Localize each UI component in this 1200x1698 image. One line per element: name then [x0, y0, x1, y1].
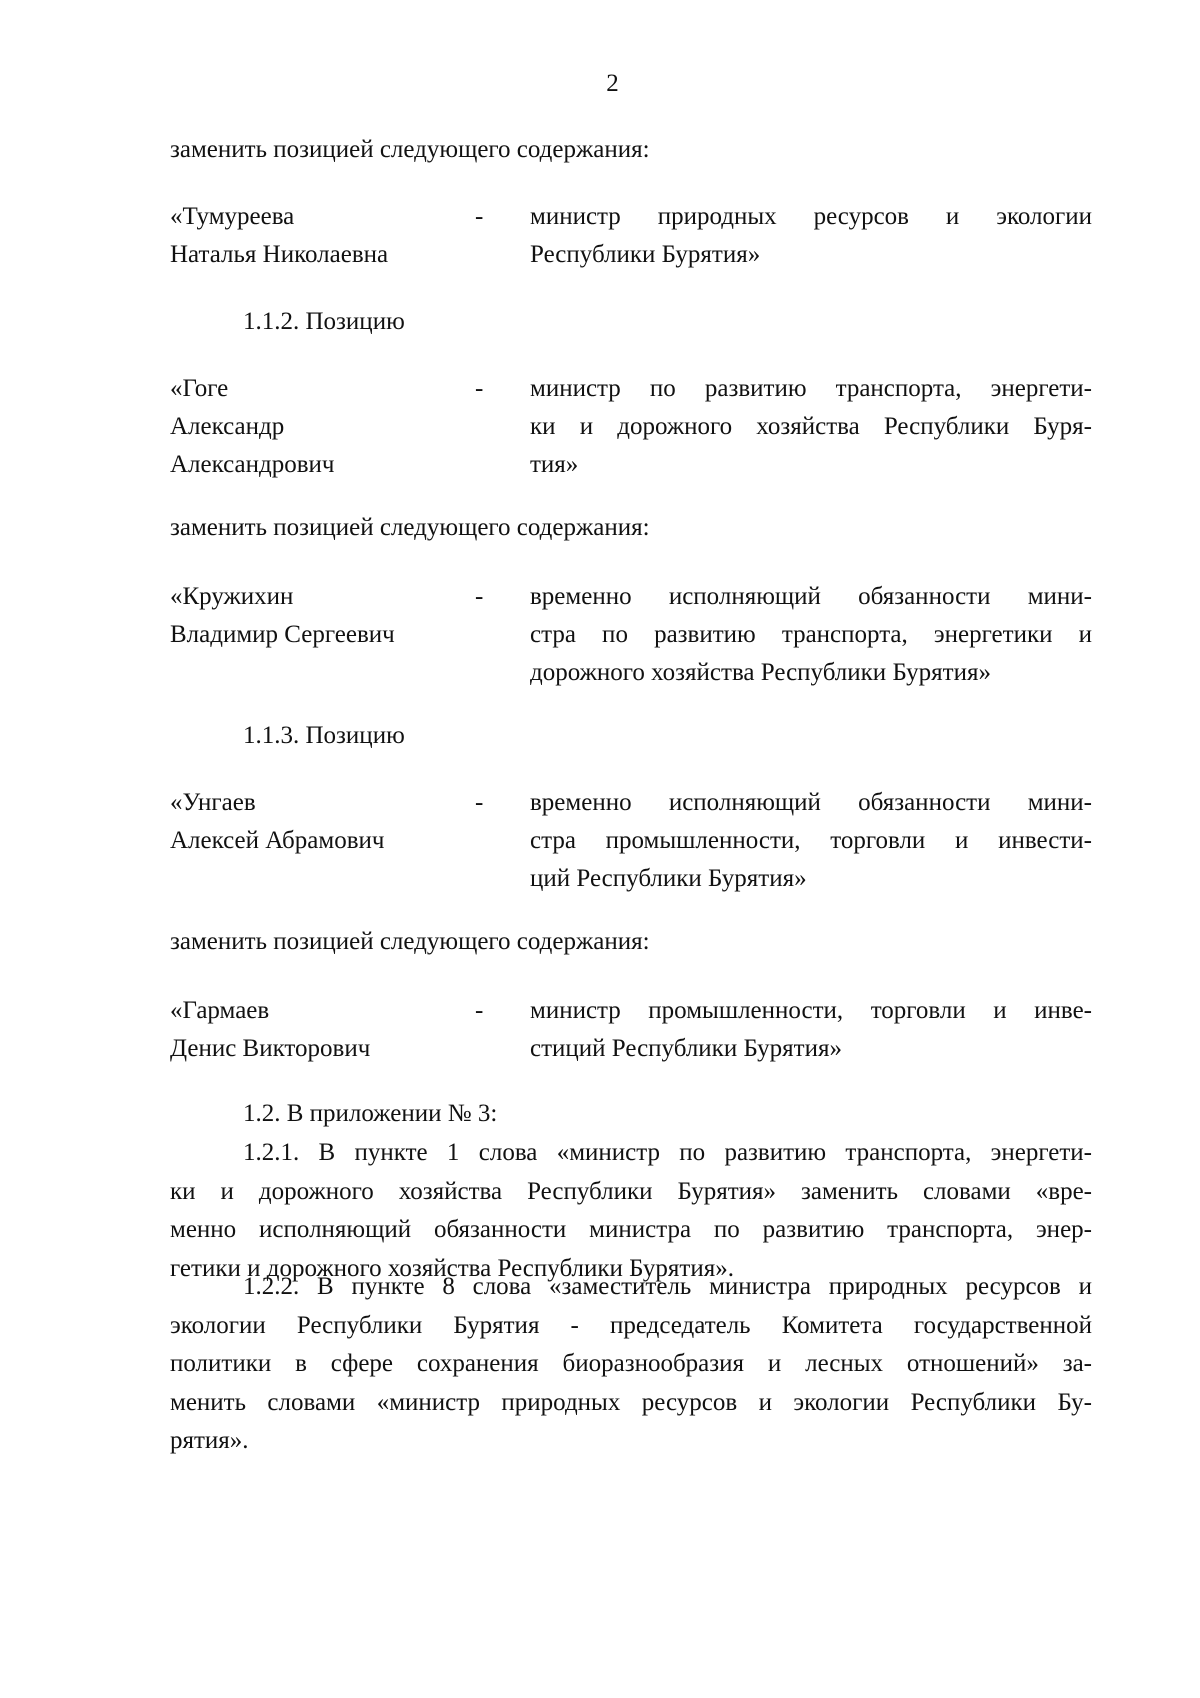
role-line: временно исполняющий обязанности мини-: [530, 583, 1092, 610]
name-line: «Унгаев: [170, 789, 256, 816]
paragraph-1-2-1: [170, 1134, 1092, 1288]
replace-phrase: заменить позицией следующего содержания:: [170, 136, 650, 163]
paragraph-line: ки и дорожного хозяйства Республики Бурятия» заменить словами «вре-: [170, 1177, 1092, 1205]
person-role: [530, 992, 1092, 1068]
page-number: 2: [606, 70, 619, 97]
paragraph-line: рятия».: [170, 1427, 249, 1454]
dash-separator: -: [475, 583, 484, 610]
paragraph-line: экологии Республики Бурятия - председатель Комитета государственной: [170, 1311, 1092, 1339]
item-heading: 1.1.3. Позицию: [243, 722, 405, 749]
name-line: Александр: [170, 413, 285, 440]
name-line: Александрович: [170, 451, 335, 478]
dash-separator: -: [475, 203, 484, 230]
person-name: [170, 370, 470, 484]
name-line: Денис Викторович: [170, 1035, 371, 1062]
role-line: тия»: [530, 451, 579, 478]
role-line: министр природных ресурсов и экологии: [530, 203, 1092, 230]
paragraph-line: менно исполняющий обязанности министра по развитию транспорта, энер-: [170, 1216, 1092, 1243]
name-line: Алексей Абрамович: [170, 827, 385, 854]
person-role: [530, 784, 1092, 898]
person-name: [170, 578, 470, 654]
role-line: стра промышленности, торговли и инвести-: [530, 827, 1092, 854]
person-role: [530, 370, 1092, 484]
replace-phrase: заменить позицией следующего содержания:: [170, 514, 650, 541]
role-line: временно исполняющий обязанности мини-: [530, 789, 1092, 816]
role-line: дорожного хозяйства Республики Бурятия»: [530, 659, 991, 686]
person-role: [530, 198, 1092, 274]
role-line: ки и дорожного хозяйства Республики Буря-: [530, 413, 1092, 440]
dash-separator: -: [475, 997, 484, 1024]
person-name: [170, 992, 470, 1068]
paragraph-line: менить словами «министр природных ресурсов и экологии Республики Бу-: [170, 1388, 1092, 1416]
role-line: министр по развитию транспорта, энергети-: [530, 375, 1092, 402]
name-line: Владимир Сергеевич: [170, 621, 395, 648]
paragraph-line: гетики и дорожного хозяйства Республики Бурятия».: [170, 1254, 734, 1282]
paragraph-line: 1.2.2. В пункте 8 слова «заместитель министра природных ресурсов и: [243, 1273, 1092, 1300]
name-line: Наталья Николаевна: [170, 241, 389, 268]
item-heading: 1.2. В приложении № 3:: [243, 1100, 498, 1127]
person-name: [170, 784, 470, 860]
dash-separator: -: [475, 375, 484, 402]
item-heading: 1.1.2. Позицию: [243, 308, 405, 335]
name-line: «Гоге: [170, 375, 229, 402]
paragraph-line: 1.2.1. В пункте 1 слова «министр по развитию транспорта, энергети-: [243, 1139, 1092, 1166]
dash-separator: -: [475, 789, 484, 816]
name-line: «Тумуреева: [170, 203, 295, 230]
name-line: «Кружихин: [170, 583, 294, 610]
role-line: Республики Бурятия»: [530, 241, 761, 268]
name-line: «Гармаев: [170, 997, 270, 1024]
person-name: [170, 198, 470, 274]
person-role: [530, 578, 1092, 692]
paragraph-line: политики в сфере сохранения биоразнообразия и лесных отношений» за-: [170, 1350, 1092, 1377]
role-line: ций Республики Бурятия»: [530, 865, 807, 892]
role-line: министр промышленности, торговли и инве-: [530, 997, 1092, 1024]
replace-phrase: заменить позицией следующего содержания:: [170, 928, 650, 955]
role-line: стра по развитию транспорта, энергетики и: [530, 621, 1092, 648]
paragraph-1-2-2: [170, 1268, 1092, 1461]
role-line: стиций Республики Бурятия»: [530, 1035, 842, 1062]
